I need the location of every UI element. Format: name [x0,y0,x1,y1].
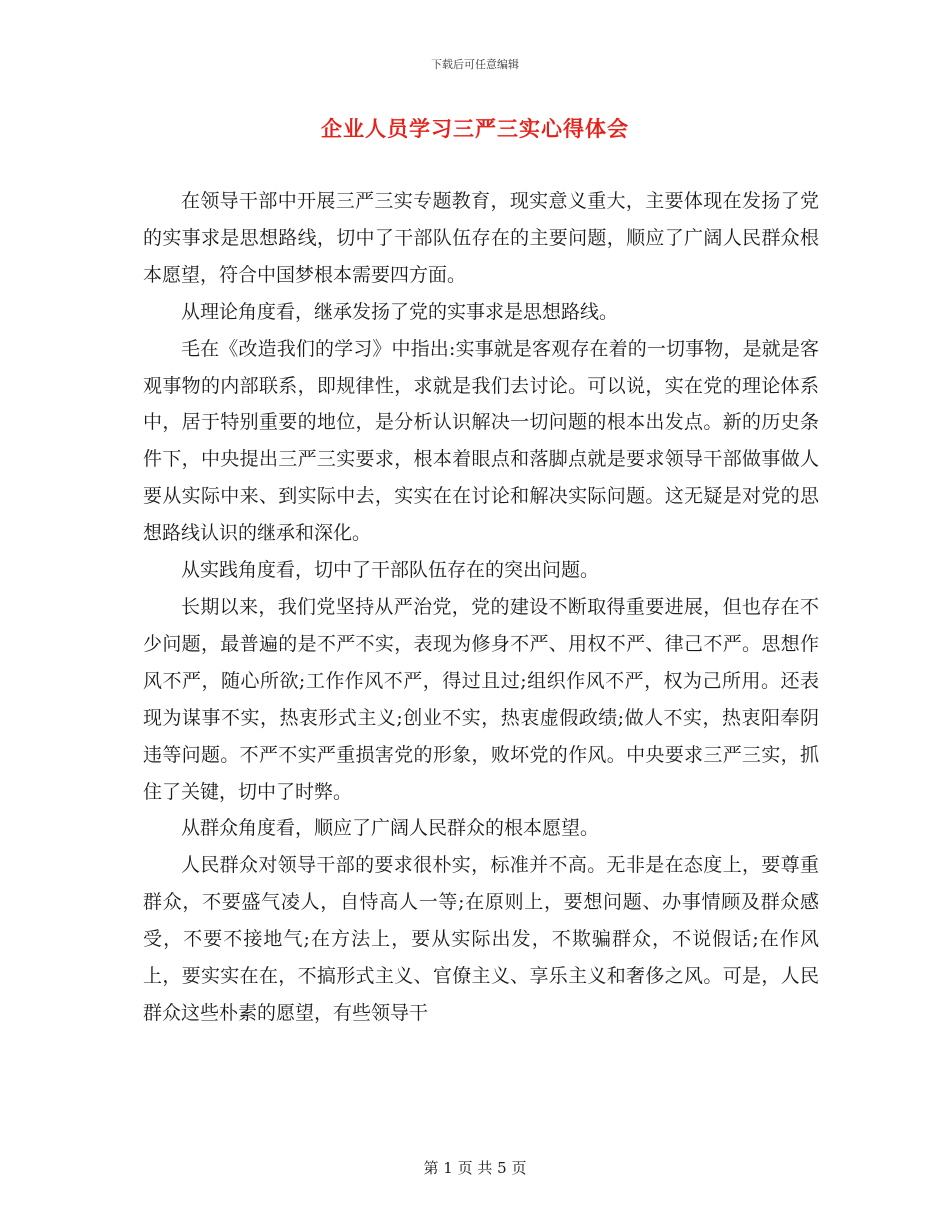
page-header-note: 下载后可任意编辑 [431,58,519,71]
paragraph: 在领导干部中开展三严三实专题教育，现实意义重大，主要体现在发扬了党的实事求是思想路线，切中了干部队伍存在的主要问题，顺应了广阔人民群众根本愿望，符合中国梦根本需要四方面。 [143,190,819,286]
paragraph: 长期以来，我们党坚持从严治党，党的建设不断取得重要进展，但也存在不少问题，最普遍的是不严不实，表现为修身不严、用权不严、律己不严。思想作风不严，随心所欲;工作作风不严，得过且过;组织作风不严，权为己所用。还表现为谋事不实，热衷形式主义;创业不实，热衷虚假政绩;做人不实，热衷阳奉阴违等问题。不严不实严重损害党的形象，败坏党的作风。中央要求三严三实，抓住了关键，切中了时弊。 [143,595,819,803]
document-title: 企业人员学习三严三实心得体会 [321,116,629,141]
page-footer-number: 第 1 页 共 5 页 [423,1159,527,1177]
paragraph: 毛在《改造我们的学习》中指出:实事就是客观存在着的一切事物，是就是客观事物的内部联系，即规律性，求就是我们去讨论。可以说，实在党的理论体系中，居于特别重要的地位，是分析认识解决一切问题的根本出发点。新的历史条件下，中央提出三严三实要求，根本着眼点和落脚点就是要求领导干部做事做人要从实际中来、到实际中去，实实在在讨论和解决实际问题。这无疑是对党的思想路线认识的继承和深化。 [143,337,819,545]
document-body [143,183,819,1032]
paragraph: 人民群众对领导干部的要求很朴实，标准并不高。无非是在态度上，要尊重群众，不要盛气凌人，自恃高人一等;在原则上，要想问题、办事情顾及群众感受，不要不接地气;在方法上，要从实际出发，不欺骗群众，不说假话;在作风上，要实实在在，不搞形式主义、官僚主义、享乐主义和奢侈之风。可是，人民群众这些朴素的愿望，有些领导干 [143,854,819,1024]
paragraph: 从实践角度看，切中了干部队伍存在的突出问题。 [181,559,600,582]
paragraph: 从群众角度看，顺应了广阔人民群众的根本愿望。 [181,817,600,840]
paragraph: 从理论角度看，继承发扬了党的实事求是思想路线。 [181,300,619,323]
